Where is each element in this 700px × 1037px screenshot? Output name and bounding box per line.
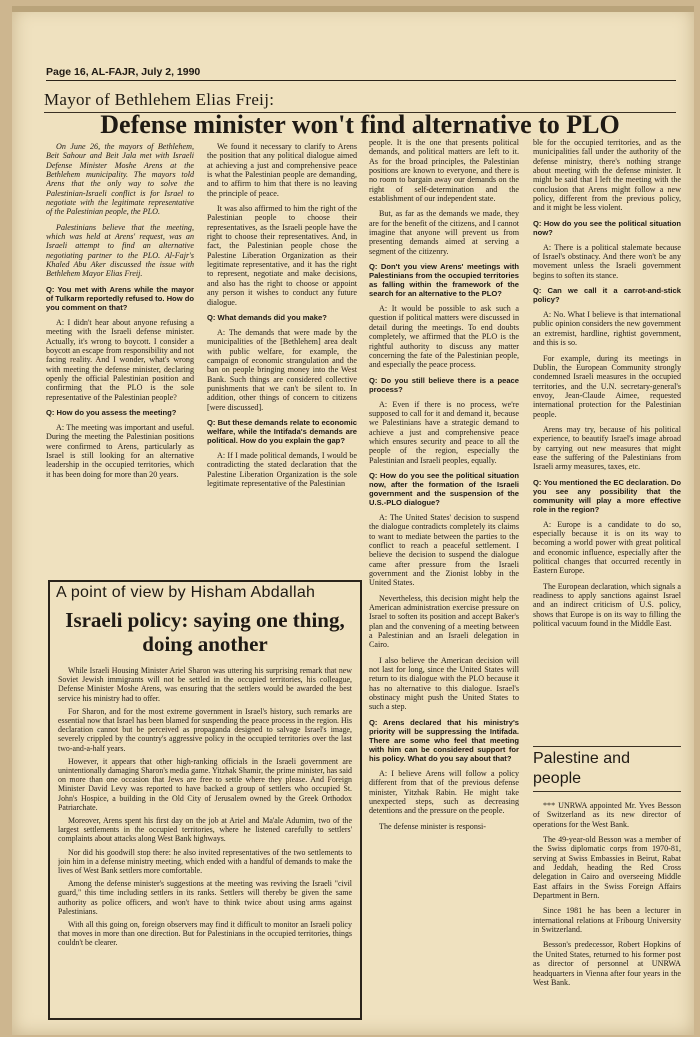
story-paragraph: But, as far as the demands we made, they are for the benefit of the citizens, and I cannot imagine that anyone will prevent us from presenting demands aimed at serving a segment of the citizenry. xyxy=(369,209,519,256)
interview-question: Q: You met with Arens while the mayor of Tulkarm reportedly refused to. How do you comment on that? xyxy=(46,284,194,312)
story-paragraph: It was also affirmed to him the right of the Palestinian people to choose their representatives, as the Israeli people have the right to choose their representatives. And, in fact, the Palestinian people chose the Palestine Liberation Organization as their legitimate representative, and it has the right to represent, negotiate and make decisions, and also has the right to choose or appoint any person it wishes to conduct any future dialogue. xyxy=(207,204,357,307)
sidebar-body xyxy=(533,801,681,1023)
story-paragraph: The European declaration, which signals a readiness to apply sanctions against Israel and an indirect criticism of U.S. policy, shows that Europe is on its way to filling the political vacuum found in the Middle East. xyxy=(533,581,681,629)
interview-question: Q: What demands did you make? xyxy=(207,312,327,322)
story-paragraph: people. It is the one that presents political demands, and political matters are left to it. As for the broad principles, the Palestinian positions are known to everyone, and there is no room to bargain away our demands on the right of self-determination and the establishment of our independent state. xyxy=(369,138,519,204)
opinion-body xyxy=(58,666,352,1014)
paragraph: While Israeli Housing Minister Ariel Sharon was uttering his surprising remark that new Soviet Jewish immigrants will not be settled in the occupied territories, his colleague, Defense Minister Moshe Arens, was ensuring that the settlers would be awarded the best service his ministry had to offer. xyxy=(58,666,352,703)
paragraph: The 49-year-old Besson was a member of the Swiss diplomatic corps from 1970-81, serving at Swiss Embassies in Beirut, Rabat and Jeddah, heading the Red Cross delegation in Cairo and overseeing Middle East affairs in the Swiss Foreign Affairs Department in Bern. xyxy=(533,835,681,901)
interview-question: Q: Do you still believe there is a peace process? xyxy=(369,375,519,394)
story-headline: Defense minister won't find alternative to PLO xyxy=(100,110,620,139)
story-column-3 xyxy=(369,138,519,1023)
story-paragraph: Nevertheless, this decision might help the American administration exercise pressure on Israel to soften its position and accept Baker's plan and the convening of a meeting between a Palestinian and an Israeli delegation in Cairo. xyxy=(369,593,519,650)
story-paragraph: On June 26, the mayors of Bethlehem, Beit Sahour and Beit Jala met with Israeli Defense Minister Moshe Arens at the Bethlehem municipality. The mayors told Arens that the only way to solve the Palestinian-Israeli conflict is for Israel to negotiate with the legitimate representative of the Palestinian people, the PLO. xyxy=(46,142,194,217)
story-paragraph: A: If I made political demands, I would be contradicting the stated declaration that the Palestine Liberation Organization is the sole legitimate representative of the Palestinian xyxy=(207,450,357,488)
story-paragraph: A: There is a political stalemate because of Israel's obstinacy. And there won't be any movement unless the Israeli government begins to soften its stance. xyxy=(533,242,681,280)
story-paragraph: A: Even if there is no process, we're supposed to call for it and demand it, because we Palestinians have a strategic demand to achieve a just and comprehensive peace which ensures security and peace to all the people of the region, especially the Palestinian and Israeli peoples, equally. xyxy=(369,399,519,465)
story-paragraph: A: It would be possible to ask such a question if political matters were discussed in detail during the meetings. To end doubts completely, we affirmed that the PLO is the rightful authority to discuss any matter concerning the fate of the Palestinian people, and especially the peace process. xyxy=(369,304,519,370)
story-paragraph: ble for the occupied territories, and as the municipalities fall under the authority of the defense ministry, there's nothing strange about meeting with the defense minister. It might be said that I left the meeting with the conclusion that Arens might follow a new policy, different from the previous policy, and it might be less violent. xyxy=(533,138,681,213)
story-column-4 xyxy=(533,138,681,741)
story-paragraph: Arens may try, because of his political experience, to beautify Israel's image abroad by carrying out new measures that might ease the suffering of the Palestinians from Israeli army measures, taxes, etc. xyxy=(533,424,681,472)
opinion-headline: Israeli policy: saying one thing, doing another xyxy=(65,608,345,656)
page-header: Page 16, AL-FAJR, July 2, 1990 xyxy=(46,66,676,81)
interview-question: Q: Can we call it a carrot-and-stick policy? xyxy=(533,286,681,305)
sidebar-heading: Palestine and people xyxy=(533,746,681,792)
paragraph: *** UNRWA appointed Mr. Yves Besson of Switzerland as its new director of operations for the West Bank. xyxy=(533,801,681,829)
story-paragraph: The defense minister is responsi- xyxy=(379,821,486,831)
interview-question: Q: How do you assess the meeting? xyxy=(46,407,177,417)
story-paragraph: I also believe the American decision will not last for long, since the United States will return to its dialogue with the PLO because it has no alternative to this dialogue. Israel's obstinacy might push the United States to such a step. xyxy=(369,655,519,712)
story-paragraph: A: The meeting was important and useful. During the meeting the Palestinian positions were confirmed to Arens, particularly as Israel is still looking for an alternative leadership in the occupied territories, which it has been doing for more than 20 years. xyxy=(46,422,194,479)
story-paragraph: A: No. What I believe is that international public opinion considers the new government an extremist, hardline, rightist government, and this is so. xyxy=(533,310,681,348)
interview-question: Q: How do you see the political situation now? xyxy=(533,218,681,237)
paragraph: Moreover, Arens spent his first day on the job at Ariel and Ma'ale Adumim, two of the largest settlements in the occupied territories, where he listened carefully to settlers' complaints about attacks along West Bank highways. xyxy=(58,816,352,844)
opinion-box xyxy=(48,580,362,1020)
story-paragraph: A: The United States' decision to suspend the dialogue contradicts completely its claims to want to mediate between the parties to the conflict to reach a peaceful settlement. I believe the decision to suspend the dialogue came after pressure from the Israeli government and the Zionist lobby in the United States. xyxy=(369,512,519,588)
story-paragraph: A: I didn't hear about anyone refusing a meeting with the Israeli defense minister. Actually, it's wrong to boycott. I consider a boycott an escape from responsibility and not facing reality. And I wonder, what's wrong with meeting the defense minister, declaring openly the official Palestinian position and confirming that the PLO is the sole representative of the Palestinian people? xyxy=(46,317,194,402)
story-paragraph: We found it necessary to clarify to Arens the position that any political dialogue aimed at achieving a just and comprehensive peace is what the Palestinian people are demanding, and to affirm to him that there is no leaving the principle of peace. xyxy=(207,142,357,198)
interview-question: Q: Don't you view Arens' meetings with Palestinians from the occupied territories as falling within the framework of the search for an alternative to the PLO? xyxy=(369,262,519,299)
story-paragraph: For example, during its meetings in Dublin, the European Community strongly condemned Israeli measures in the occupied territories, and the U.N. secretary-general's envoy, Jean-Claude Aimee, requested international protection for the Palestinian people. xyxy=(533,353,681,419)
paragraph: Since 1981 he has been a lecturer in international relations at Fribourg University in Switzerland. xyxy=(533,906,681,935)
story-paragraph: Palestinians believe that the meeting, which was held at Arens' request, was an Israeli attempt to find an alternative negotiating partner to the PLO. Al-Fajr's Khaled Abu Aker discussed the issue with Bethlehem Mayor Elias Freij. xyxy=(46,222,194,279)
paragraph: Among the defense minister's suggestions at the meeting was reviving the Israeli "civil guard," this time including settlers in its ranks. Settlers will thereby be given the same authority as police officers, and won't have to think twice about using arms against Palestinians. xyxy=(58,879,352,916)
interview-question: Q: But these demands relate to economic welfare, while the Intifada's demands are political. How do you explain the gap? xyxy=(207,417,357,445)
paragraph: Besson's predecessor, Robert Hopkins of the United States, returned to his former post as director of personnel at UNRWA headquarters in Vienna after four years in the West Bank. xyxy=(533,940,681,987)
story-column-1 xyxy=(46,142,194,574)
interview-question: Q: How do you see the political situation now, after the formation of the Israeli government and the suspension of the U.S.-PLO dialogue? xyxy=(369,470,519,507)
story-paragraph: A: The demands that were made by the municipalities of the [Bethlehem] area dealt with public welfare, for example, the campaign of economic strangulation and the ban on people bringing money into the West Bank. Such things are considered collective punishments that we can't be silent to. In addition, other things of concern to citizens [were discussed]. xyxy=(207,327,357,412)
kicker-text: Mayor of Bethlehem Elias Freij: xyxy=(44,90,275,109)
paragraph: Nor did his goodwill stop there: he also invited representatives of the two settlements to join him in a defense ministry meeting, which ended with a handful of demands to make the lives of West Bank settlers more comfortable. xyxy=(58,847,352,876)
story-column-2 xyxy=(207,142,357,572)
paragraph: With all this going on, foreign observers may find it difficult to monitor an Israeli policy that moves in more than one direction. But for Palestinians in the occupied territories, things couldn't be clearer. xyxy=(58,920,352,948)
paragraph: For Sharon, and for the most extreme government in Israel's history, such remarks are essential now that Israel has been blamed for suspending the peace process in the region. His declaration cannot but be perceived as propaganda designed to salvage Israel's image, severely crippled by the country's aggressive policy in the occupied territories over the last two-and-a-half years. xyxy=(58,706,352,753)
paragraph: However, it appears that other high-ranking officials in the Israeli government are unintentionally damaging Sharon's media game. Yitzhak Shamir, the prime minister, has said on more than one occasion that Jews are free to settle where they please. And Foreign Minister David Levy was reported to have backed a group of settlers who occupied St. John's Hospice, a building in the Old City of Jerusalem owned by the Greek Orthodox Patriarchate. xyxy=(58,756,352,812)
story-paragraph: A: Europe is a candidate to do so, especially because it is on its way to becoming a world power with great political and economic influence, especially after the political changes that occurred recently in Eastern Europe. xyxy=(533,519,681,576)
interview-question: Q: Arens declared that his ministry's priority will be suppressing the Intifada. There are some who feel that meeting with him can be considered support for his policy. What do you say about that? xyxy=(369,717,519,763)
opinion-kicker: A point of view by Hisham Abdallah xyxy=(56,584,316,601)
story-paragraph: A: I believe Arens will follow a policy different from that of the previous defense minister, Yitzhak Rabin. He might take unexpected steps, such as decreasing detentions and the pressure on the people. xyxy=(369,768,519,816)
page-edge xyxy=(12,6,694,12)
interview-question: Q: You mentioned the EC declaration. Do you see any possibility that the community will play a more effective role in the region? xyxy=(533,477,681,514)
newspaper-page xyxy=(12,6,694,1035)
